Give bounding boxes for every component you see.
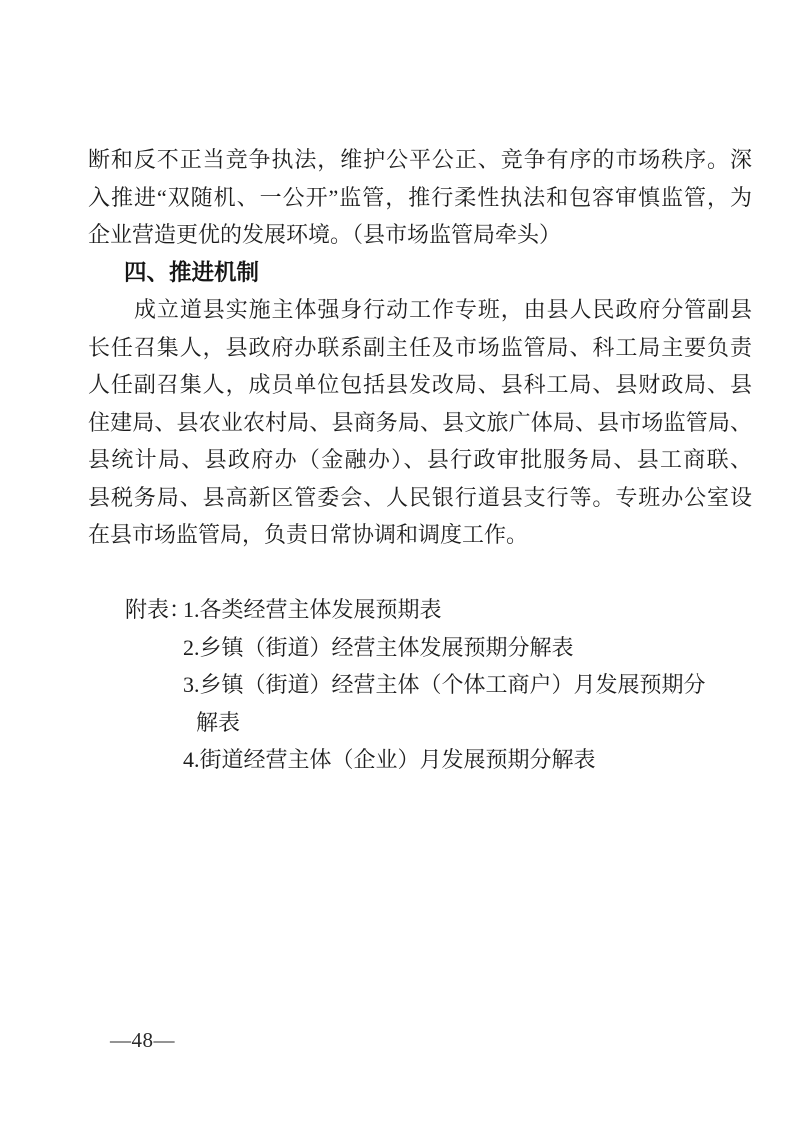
paragraph-section-body: [88, 291, 752, 554]
text-line: 成立道县实施主体强身行动工作专班，由县人民政府分管副县: [134, 297, 752, 322]
text-line: 4.街道经营主体（企业）月发展预期分解表: [183, 747, 596, 772]
text-line: 企业营造更优的发展环境。（县市场监管局牵头）: [88, 222, 562, 247]
text-line: 县统计局、县政府办（金融办）、县行政审批服务局、县工商联、: [88, 447, 752, 472]
text-line: 断和反不正当竞争执法，维护公平公正、竞争有序的市场秩序。深: [88, 147, 752, 172]
page-footer: [110, 1028, 175, 1052]
document-body: [88, 141, 752, 779]
paragraph-continuation: [88, 141, 752, 254]
appendix-item: [183, 741, 752, 779]
appendix-item: [183, 591, 752, 629]
page-number: —48—: [110, 1028, 175, 1052]
appendix-item: [183, 629, 752, 667]
text-line: 在县市场监管局，负责日常协调和调度工作。: [88, 522, 529, 547]
text-line: 住建局、县农业农村局、县商务局、县文旅广体局、县市场监管局、: [88, 409, 752, 435]
appendix: [88, 591, 752, 779]
text-line: 1.各类经营主体发展预期表: [183, 597, 442, 622]
text-line: 3.乡镇（街道）经营主体（个体工商户）月发展预期分: [183, 672, 706, 697]
text-line: 人任副召集人，成员单位包括县发改局、县科工局、县财政局、县: [88, 372, 752, 397]
appendix-item: [183, 666, 752, 741]
text-line: 解表: [196, 709, 241, 735]
appendix-items: [183, 591, 752, 779]
text-line: 县税务局、县高新区管委会、人民银行道县支行等。专班办公室设: [88, 484, 752, 510]
section-heading: 四、推进机制: [124, 259, 260, 285]
text-line: 2.乡镇（街道）经营主体发展预期分解表: [183, 634, 574, 660]
appendix-label: 附表：: [125, 597, 192, 622]
text-line: 长任召集人，县政府办联系副主任及市场监管局、科工局主要负责: [88, 334, 752, 360]
text-line: 入推进“双随机、一公开”监管，推行柔性执法和包容审慎监管，为: [88, 184, 752, 210]
